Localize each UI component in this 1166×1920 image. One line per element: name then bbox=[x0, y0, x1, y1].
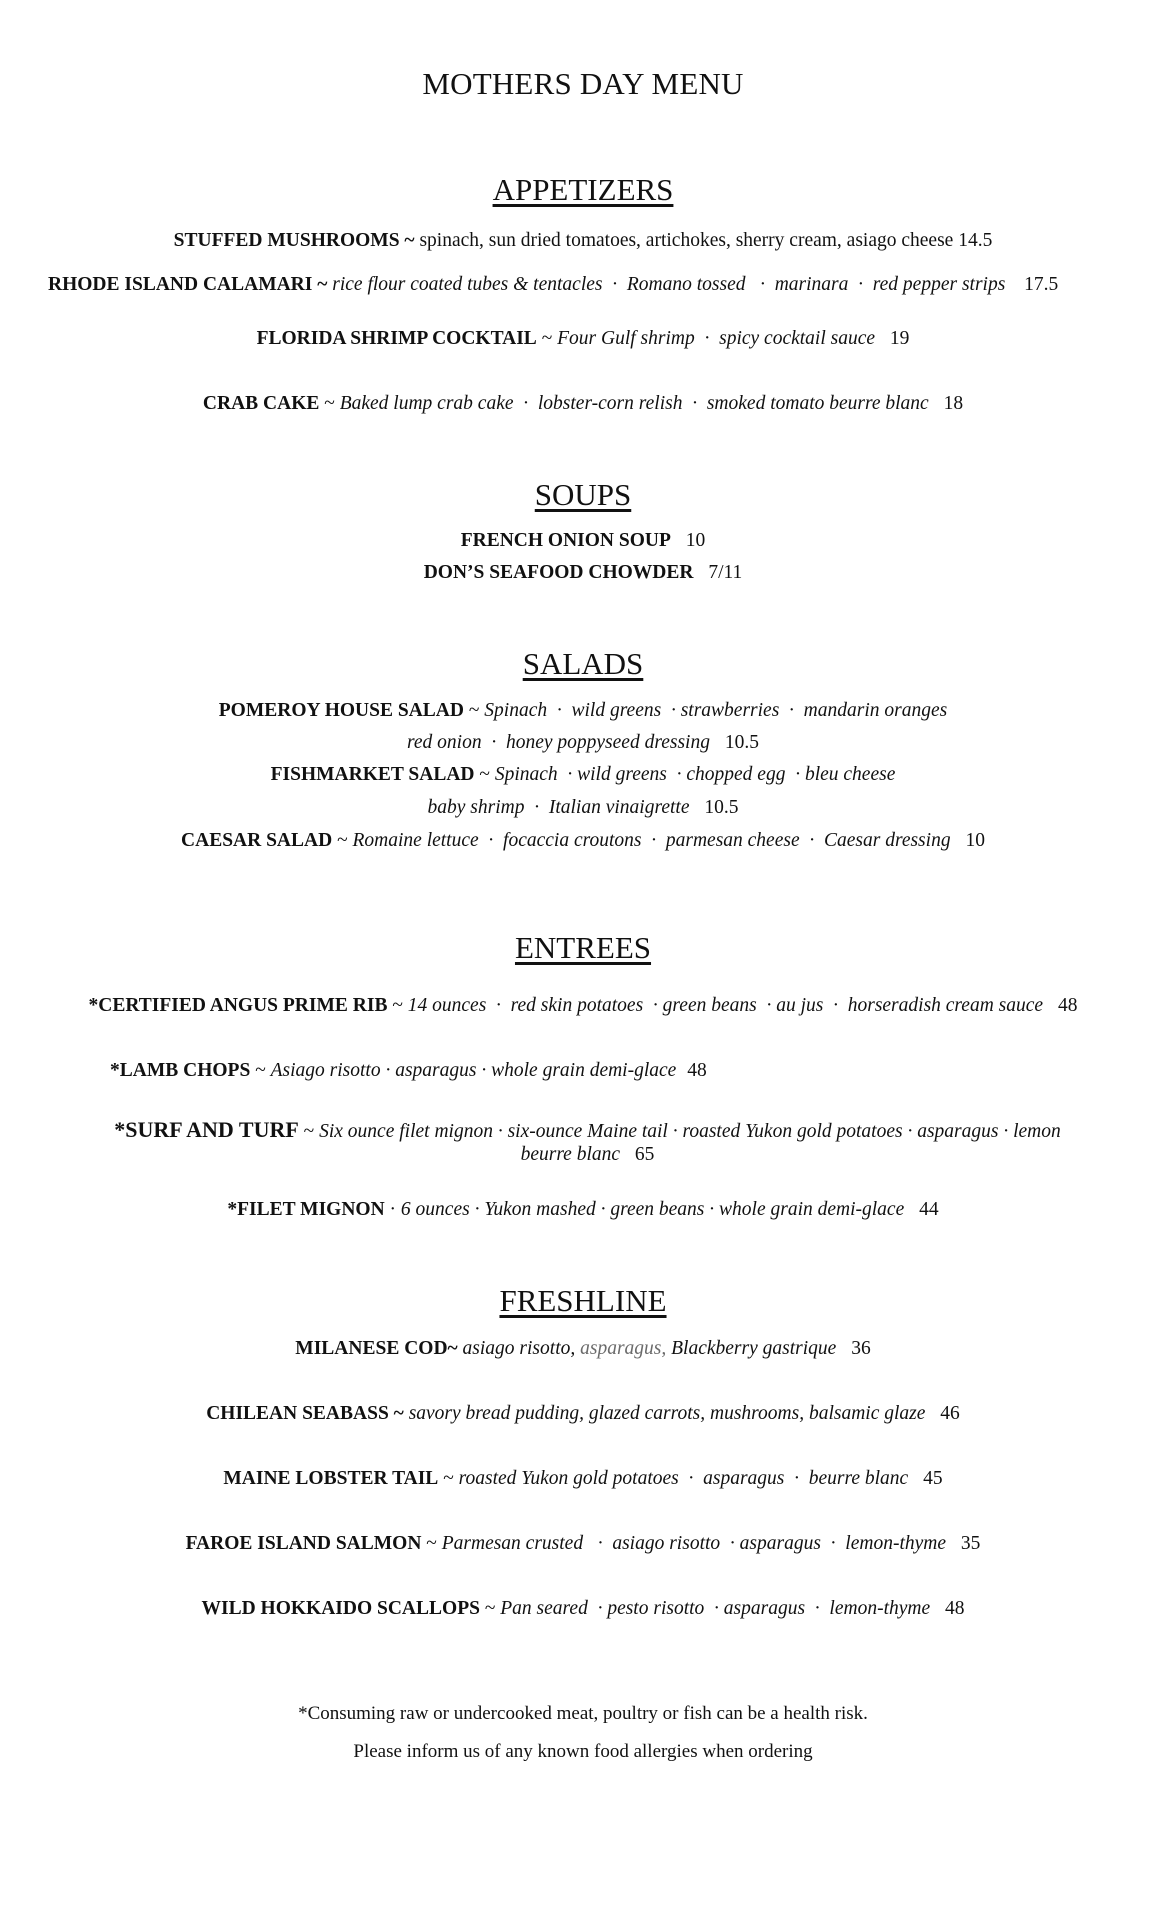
item-price: 48 bbox=[1057, 995, 1078, 1016]
item-name: POMEROY HOUSE SALAD bbox=[218, 700, 464, 721]
item-separator: ~ bbox=[426, 1533, 437, 1554]
item-price: 10.5 bbox=[724, 732, 759, 753]
item-description: 14 ounces · red skin potatoes · green beans · au jus · horseradish cream sauce bbox=[407, 995, 1044, 1016]
item-separator: ~ bbox=[255, 1060, 266, 1081]
item-name: STUFFED MUSHROOMS ~ bbox=[173, 230, 415, 251]
freshline-item bbox=[0, 1468, 1166, 1490]
item-price: 14.5 bbox=[958, 230, 993, 251]
item-description: red onion · honey poppyseed dressing bbox=[407, 732, 710, 753]
item-name: CHILEAN SEABASS ~ bbox=[206, 1403, 404, 1424]
freshline-item bbox=[0, 1533, 1166, 1555]
entree-item bbox=[0, 1199, 1166, 1221]
item-separator: ~ bbox=[303, 1121, 315, 1142]
salad-item bbox=[0, 764, 1166, 786]
item-name: FLORIDA SHRIMP COCKTAIL bbox=[256, 328, 537, 349]
item-name: WILD HOKKAIDO SCALLOPS bbox=[201, 1598, 480, 1619]
soup-item bbox=[0, 530, 1166, 552]
appetizer-item bbox=[0, 230, 1166, 252]
item-separator: ~ bbox=[468, 700, 480, 721]
item-price: 48 bbox=[945, 1598, 965, 1619]
item-price: 44 bbox=[919, 1199, 939, 1220]
item-name: RHODE ISLAND CALAMARI ~ bbox=[48, 274, 328, 295]
item-description: 6 ounces · Yukon mashed · green beans · whole grain demi-glace bbox=[400, 1199, 905, 1220]
item-price: 10 bbox=[965, 830, 985, 851]
item-name: MILANESE COD~ bbox=[295, 1338, 458, 1359]
freshline-item bbox=[0, 1598, 1166, 1620]
item-name: *SURF AND TURF bbox=[114, 1117, 299, 1142]
item-separator: ~ bbox=[337, 830, 348, 851]
salad-item bbox=[0, 830, 1166, 852]
appetizer-item bbox=[0, 393, 1166, 415]
item-description-highlight: asparagus, bbox=[580, 1338, 667, 1359]
appetizer-item bbox=[48, 274, 1133, 296]
item-price: 48 bbox=[687, 1060, 707, 1081]
item-description: baby shrimp · Italian vinaigrette bbox=[427, 797, 690, 818]
item-name: MAINE LOBSTER TAIL bbox=[223, 1468, 439, 1489]
item-description: Six ounce filet mignon · six-ounce Maine tail · roasted Yukon gold potatoes · asparagus · lemon beurre blanc bbox=[319, 1121, 1061, 1165]
item-description: roasted Yukon gold potatoes · asparagus · beurre blanc bbox=[458, 1468, 909, 1489]
item-price: 7/11 bbox=[708, 562, 743, 583]
item-price: 10.5 bbox=[704, 797, 739, 818]
soup-item bbox=[0, 562, 1166, 584]
item-price: 45 bbox=[923, 1468, 943, 1489]
item-description: Blackberry gastrique bbox=[671, 1338, 837, 1359]
item-name: *FILET MIGNON bbox=[227, 1199, 385, 1220]
item-description: asiago risotto, bbox=[462, 1338, 576, 1359]
item-description: savory bread pudding, glazed carrots, mushrooms, balsamic glaze bbox=[408, 1403, 926, 1424]
entree-item bbox=[110, 1060, 1110, 1082]
freshline-item bbox=[0, 1338, 1166, 1360]
item-separator: ~ bbox=[324, 393, 335, 414]
entrees-heading: ENTREES bbox=[514, 930, 652, 965]
item-separator: ~ bbox=[392, 995, 403, 1016]
item-price: 46 bbox=[940, 1403, 960, 1424]
menu-title: MOTHERS DAY MENU bbox=[422, 66, 744, 101]
item-name: FISHMARKET SALAD bbox=[270, 764, 475, 785]
soups-heading: SOUPS bbox=[534, 477, 632, 512]
salad-item bbox=[0, 700, 1166, 722]
freshline-heading: FRESHLINE bbox=[499, 1283, 667, 1318]
item-separator: ~ bbox=[479, 764, 490, 785]
item-description: Baked lump crab cake · lobster-corn relish · smoked tomato beurre blanc bbox=[339, 393, 929, 414]
item-separator: · bbox=[389, 1199, 397, 1220]
appetizers-heading: APPETIZERS bbox=[492, 172, 674, 207]
item-price: 65 bbox=[634, 1144, 655, 1165]
entree-item bbox=[95, 1118, 1080, 1166]
item-description: spinach, sun dried tomatoes, artichokes, sherry cream, asiago cheese bbox=[419, 230, 954, 251]
item-name: CAESAR SALAD bbox=[181, 830, 333, 851]
item-price: 36 bbox=[851, 1338, 871, 1359]
salad-item-continued bbox=[0, 732, 1166, 754]
item-price: 35 bbox=[960, 1533, 981, 1554]
item-description: Romaine lettuce · focaccia croutons · parmesan cheese · Caesar dressing bbox=[352, 830, 951, 851]
item-description: Asiago risotto · asparagus · whole grain demi-glace bbox=[270, 1060, 677, 1081]
item-price: 19 bbox=[889, 328, 910, 349]
item-price: 18 bbox=[943, 393, 964, 414]
item-name: FRENCH ONION SOUP bbox=[460, 530, 671, 551]
item-description: Spinach · wild greens · strawberries · mandarin oranges bbox=[484, 700, 948, 721]
item-price: 17.5 bbox=[1024, 274, 1059, 295]
salad-item-continued bbox=[0, 797, 1166, 819]
item-description: Pan seared · pesto risotto · asparagus · lemon-thyme bbox=[500, 1598, 931, 1619]
item-name: *LAMB CHOPS bbox=[110, 1060, 251, 1081]
item-description: Parmesan crusted · asiago risotto · asparagus · lemon-thyme bbox=[441, 1533, 947, 1554]
freshline-item bbox=[0, 1403, 1166, 1425]
item-description: Spinach · wild greens · chopped egg · bleu cheese bbox=[494, 764, 896, 785]
item-name: CRAB CAKE bbox=[202, 393, 320, 414]
appetizer-item bbox=[0, 328, 1166, 350]
item-name: FAROE ISLAND SALMON bbox=[185, 1533, 422, 1554]
allergy-notice: Please inform us of any known food allergies when ordering bbox=[353, 1741, 813, 1762]
item-separator: ~ bbox=[541, 328, 553, 349]
item-description: rice flour coated tubes & tentacles · Romano tossed · marinara · red pepper strips bbox=[332, 274, 1006, 295]
item-description: Four Gulf shrimp · spicy cocktail sauce bbox=[557, 328, 876, 349]
item-separator: ~ bbox=[443, 1468, 454, 1489]
item-name: DON’S SEAFOOD CHOWDER bbox=[423, 562, 694, 583]
item-price: 10 bbox=[685, 530, 706, 551]
salads-heading: SALADS bbox=[522, 646, 644, 681]
item-separator: ~ bbox=[484, 1598, 496, 1619]
health-warning: *Consuming raw or undercooked meat, poultry or fish can be a health risk. bbox=[298, 1703, 868, 1724]
entree-item bbox=[0, 995, 1166, 1017]
item-name: *CERTIFIED ANGUS PRIME RIB bbox=[88, 995, 388, 1016]
